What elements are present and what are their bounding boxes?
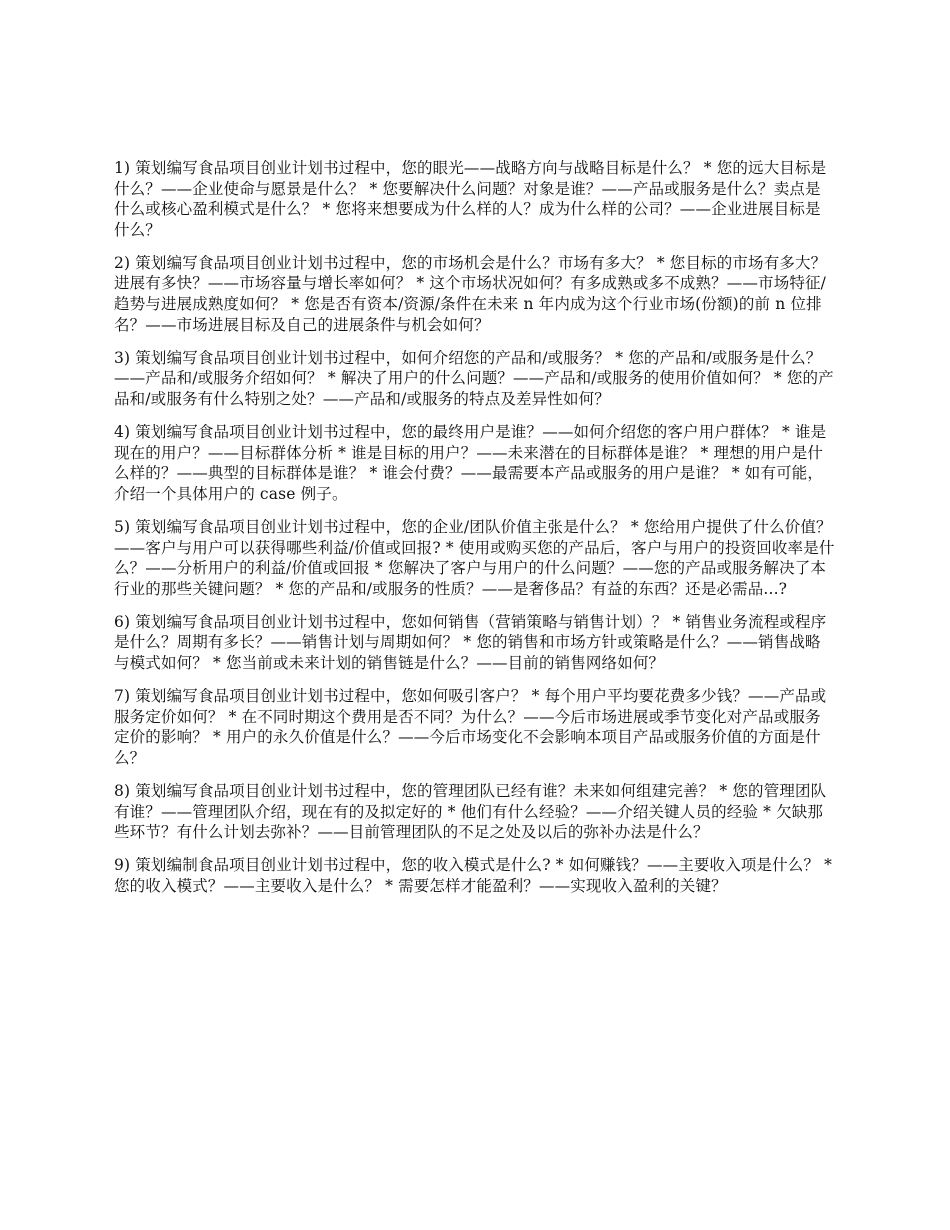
paragraph-6: 6) 策划编写食品项目创业计划书过程中，您如何销售（营销策略与销售计划）？ * 销售业务流程或程序是什么？周期有多长？——销售计划与周期如何？ * 您的销售和市场方针或策略是什么？——销售战略与模式如何？ * 您当前或未来计划的销售链是什么？——目前的销售网络如何？ <box>114 612 827 672</box>
paragraph-7: 7) 策划编写食品项目创业计划书过程中，您如何吸引客户？ * 每个用户平均要花费多少钱？——产品或服务定价如何？ * 在不同时期这个费用是否不同？为什么？——今后市场进展或季节变化对产品或服务定价的影响？ * 用户的永久价值是什么？——今后市场变化不会影响本项目产品或服务价值的方面是什么？ <box>114 687 827 767</box>
paragraph-1: 1) 策划编写食品项目创业计划书过程中，您的眼光——战略方向与战略目标是什么？ * 您的远大目标是什么？——企业使命与愿景是什么？ * 您要解决什么问题？对象是谁？——产品或服务是什么？卖点是什么或核心盈利模式是什么？ * 您将来想要成为什么样的人？成为什么样的公司？——企业进展目标是什么？ <box>114 159 827 239</box>
paragraph-9: 9) 策划编制食品项目创业计划书过程中，您的收入模式是什么? * 如何赚钱？——主要收入项是什么？ * 您的收入模式？——主要收入是什么？ * 需要怎样才能盈利？——实现收入盈利的关键？ <box>114 856 833 895</box>
paragraph-3: 3) 策划编写食品项目创业计划书过程中，如何介绍您的产品和/或服务？ * 您的产品和/或服务是什么？——产品和/或服务介绍如何？ * 解决了用户的什么问题？——产品和/或服务的使用价值如何？ * 您的产品和/或服务有什么特别之处？——产品和/或服务的特点及差异性如何？ <box>114 348 834 408</box>
paragraph-2: 2) 策划编写食品项目创业计划书过程中，您的市场机会是什么？市场有多大？ * 您目标的市场有多大？进展有多快？——市场容量与增长率如何？ * 这个市场状况如何？有多成熟或多不成熟？——市场特征/趋势与进展成熟度如何？ * 您是否有资本/资源/条件在未来 n 年内成为这个行业市场(份额)的前 n 位排名？——市场进展目标及自己的进展条件与机会如何？ <box>114 253 827 334</box>
document-body <box>114 158 836 909</box>
paragraph-5: 5) 策划编写食品项目创业计划书过程中，您的企业/团队价值主张是什么？ * 您给用户提供了什么价值？——客户与用户可以获得哪些利益/价值或回报? * 使用或购买您的产品后，客户与用户的投资回收率是什么？——分析用户的利益/价值或回报 * 您解决了客户与用户的什么问题？——您的产品或服务解决了本行业的那些关键问题？ * 您的产品和/或服务的性质？——是奢侈品？有益的东西？还是必需品...? <box>114 517 835 598</box>
paragraph-4: 4) 策划编写食品项目创业计划书过程中，您的最终用户是谁？——如何介绍您的客户用户群体？ * 谁是现在的用户？——目标群体分析 * 谁是目标的用户？——未来潜在的目标群体是谁？ * 理想的用户是什么样的？——典型的目标群体是谁？ * 谁会付费？——最需要本产品或服务的用户是谁？ * 如有可能，介绍一个具体用户的 case 例子。 <box>114 423 827 503</box>
paragraph-8: 8) 策划编写食品项目创业计划书过程中，您的管理团队已经有谁？未来如何组建完善？ * 您的管理团队有谁？——管理团队介绍，现在有的及拟定好的 * 他们有什么经验？——介绍关键人员的经验 * 欠缺那些环节？有什么计划去弥补？——目前管理团队的不足之处及以后的弥补办法是什么？ <box>114 781 827 842</box>
